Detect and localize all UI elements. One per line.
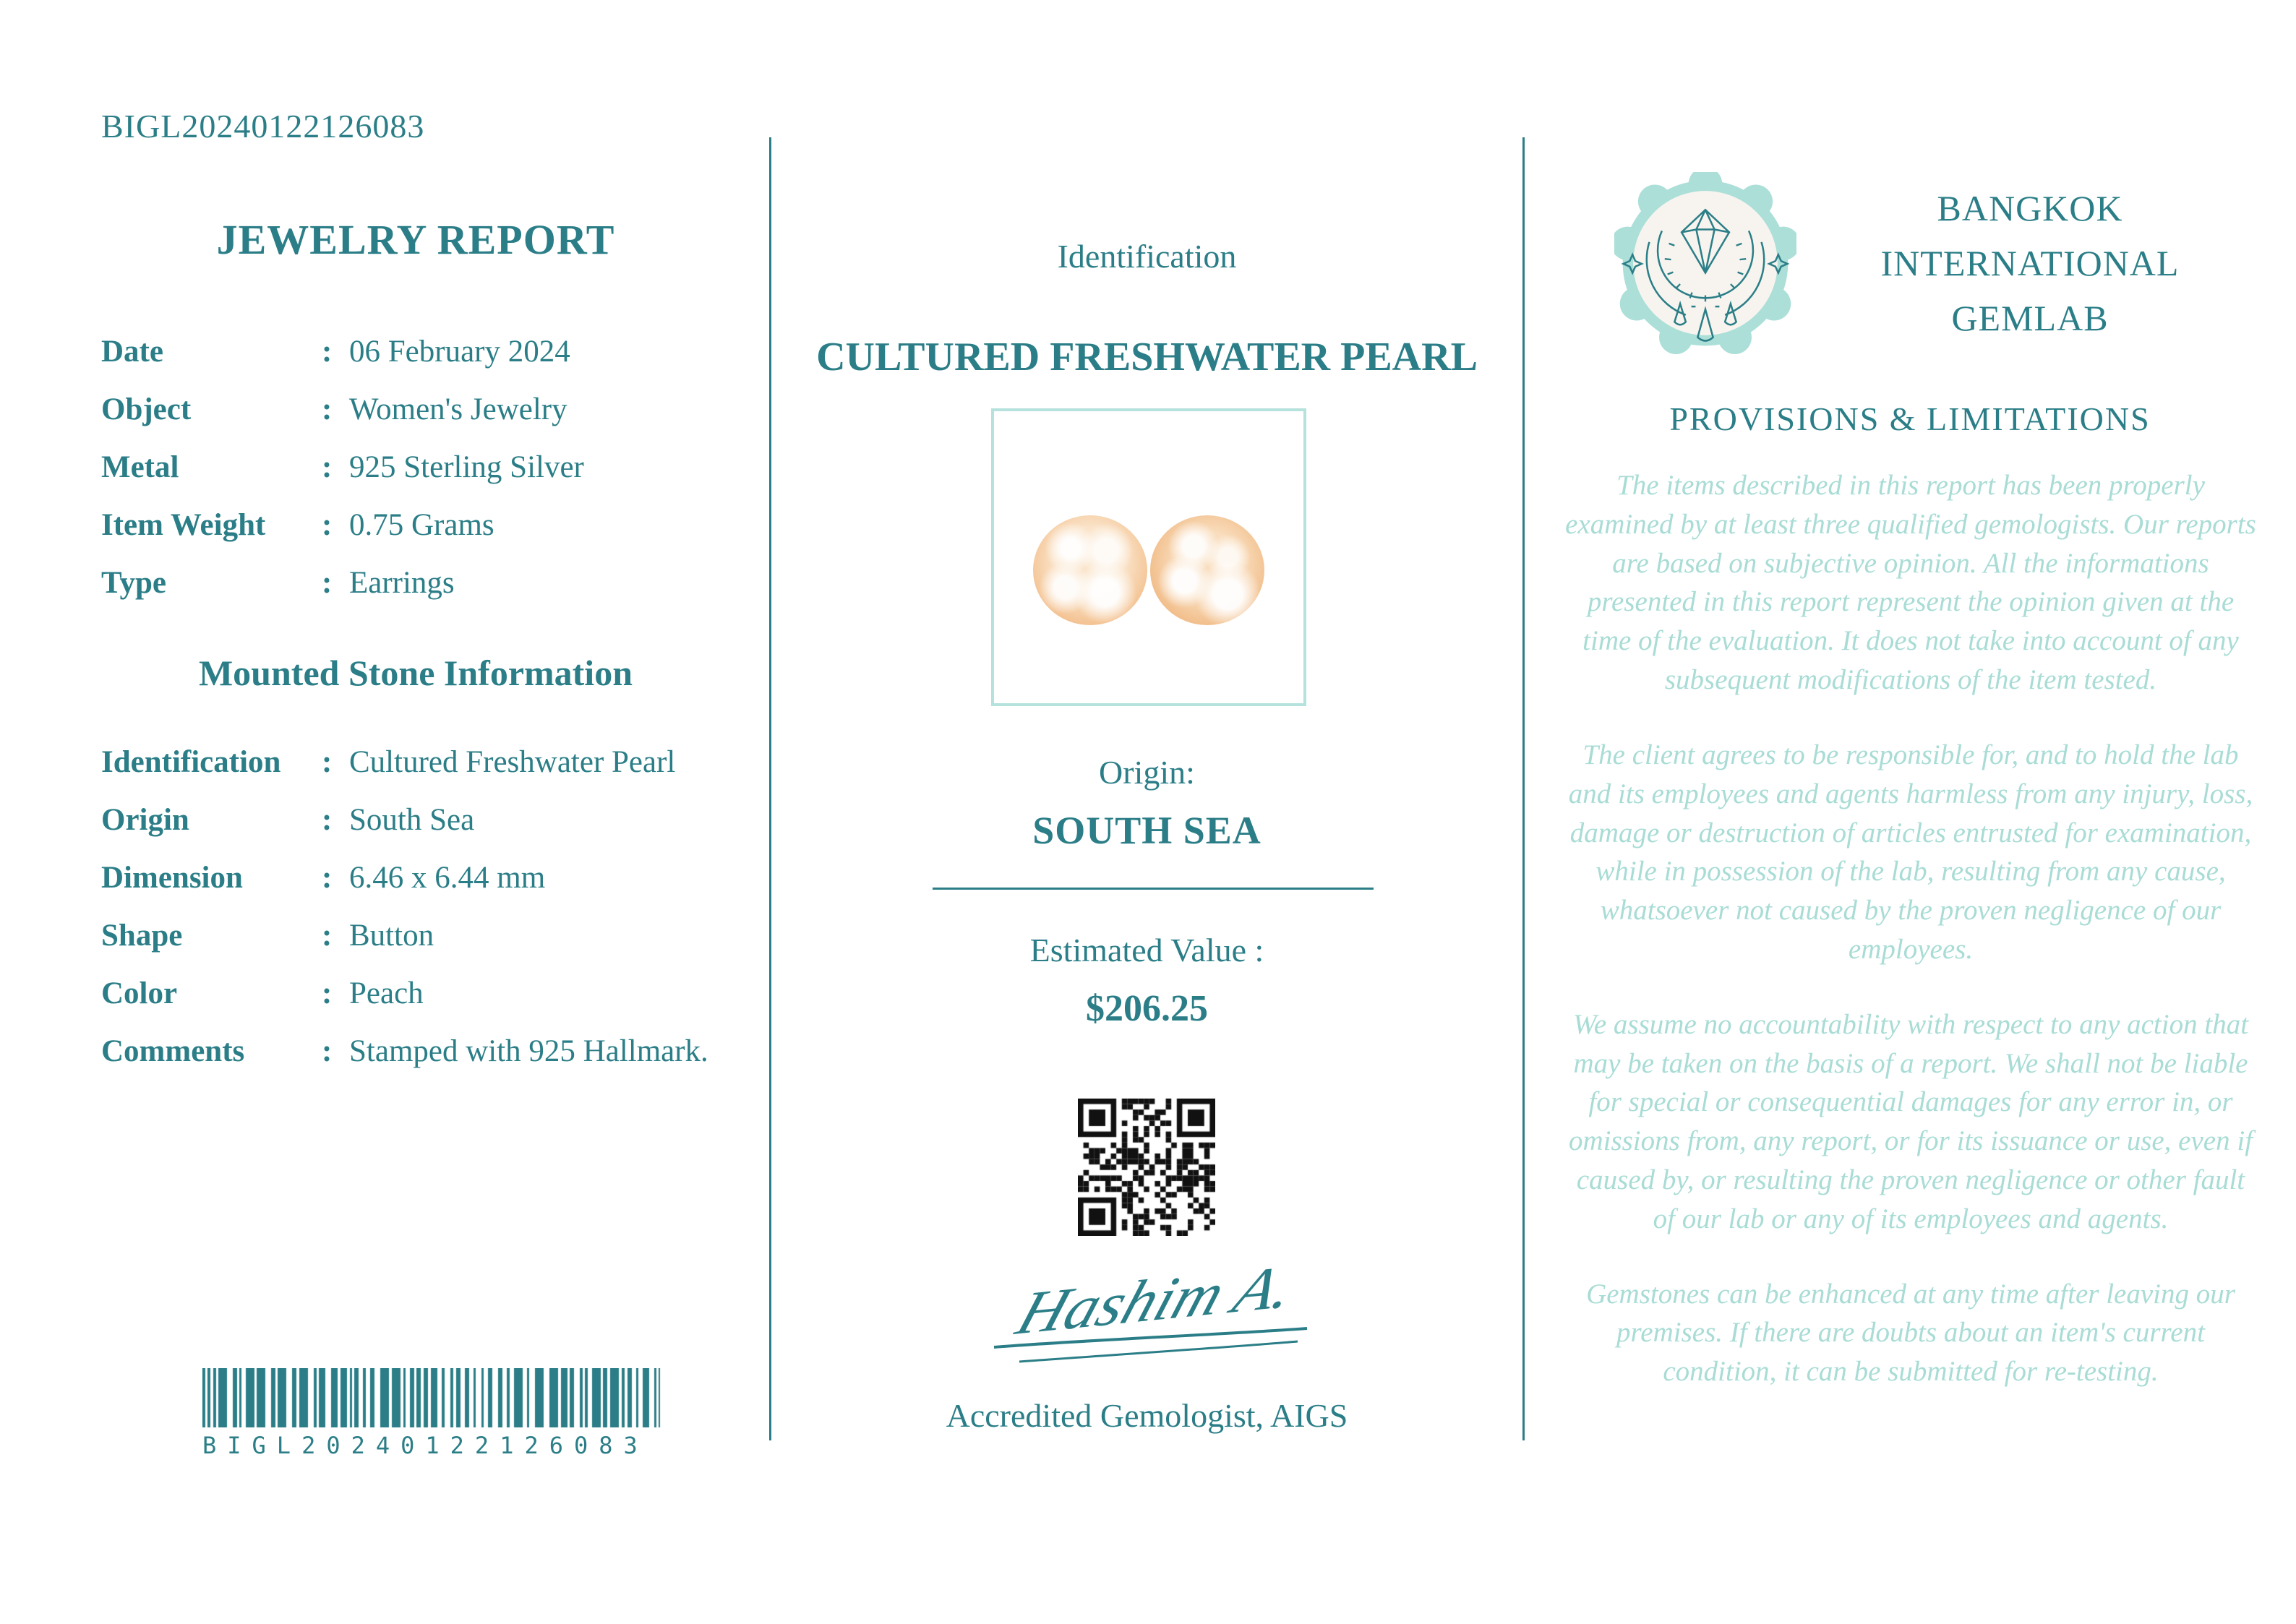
field-label: Metal [101, 450, 179, 484]
pearl-image-right [1150, 515, 1264, 625]
item-fields [101, 334, 752, 623]
field-label: Type [101, 566, 166, 600]
field-row-shape [101, 918, 752, 976]
colon-separator [322, 1034, 349, 1069]
colon-separator [322, 976, 349, 1011]
origin-value: SOUTH SEA [1032, 809, 1261, 852]
field-row-dimension [101, 860, 752, 918]
colon-separator [322, 744, 349, 780]
barcode [202, 1368, 665, 1459]
pearl-photo [991, 408, 1306, 706]
estimated-value-label: Estimated Value : [1029, 932, 1264, 968]
field-label: Origin [101, 803, 189, 837]
colon-separator [322, 392, 349, 427]
provisions-text [1564, 466, 2258, 1427]
field-value: South Sea [349, 803, 475, 837]
identification-result: CULTURED FRESHWATER PEARL [816, 335, 1478, 379]
field-value: Button [349, 919, 434, 953]
gemologist-signature [969, 1245, 1330, 1385]
field-label: Object [101, 392, 192, 426]
field-value: 925 Sterling Silver [349, 450, 584, 484]
field-label: Dimension [101, 861, 243, 895]
provision-paragraph: The items described in this report has been properly examined by at least three qualified gemologists. Our reports are based on subjective opinion. All the informations presented in this report represent the opinion given at the time of the evaluation. It does not take into account of any subsequent modifications of the item tested. [1565, 470, 2256, 696]
field-row-origin [101, 802, 752, 860]
report-serial-number: BIGL20240122126083 [101, 108, 425, 145]
field-value: Peach [349, 976, 424, 1010]
field-row-item-weight [101, 507, 752, 565]
field-value: Stamped with 925 Hallmark. [349, 1034, 708, 1068]
field-row-comments [101, 1034, 752, 1091]
field-label: Color [101, 976, 178, 1010]
barcode-bars [202, 1368, 661, 1427]
colon-separator [322, 860, 349, 895]
provisions-title: PROVISIONS & LIMITATIONS [1669, 400, 2151, 437]
lab-name-line: GEMLAB [1951, 298, 2109, 338]
colon-separator [322, 565, 349, 601]
colon-separator [322, 802, 349, 838]
field-value: 06 February 2024 [349, 335, 570, 369]
colon-separator [322, 334, 349, 369]
signatory-title: Accredited Gemologist, AIGS [946, 1397, 1348, 1434]
horizontal-divider [933, 888, 1374, 890]
provision-paragraph: Gemstones can be enhanced at any time after leaving our premises. If there are doubts about an item's current condition, it can be submitted for re-testing. [1586, 1278, 2235, 1388]
stone-fields [101, 744, 752, 1091]
field-value: Cultured Freshwater Pearl [349, 745, 676, 779]
gemlab-logo [1614, 172, 1796, 354]
field-row-type [101, 565, 752, 623]
lab-name [1806, 181, 2254, 345]
pearl-image-left [1033, 515, 1147, 625]
field-row-color [101, 976, 752, 1034]
provision-paragraph: We assume no accountability with respect to any action that may be taken on the basis of a report. We shall not be liable for special or consequential damages for any error in, or omissions from, any report, or for its issuance or use, even if caused by, or resulting the proven negligence or other fault of our lab or any of its employees and agents. [1568, 1008, 2253, 1234]
report-title: JEWELRY REPORT [216, 216, 615, 263]
field-value: Women's Jewelry [349, 392, 567, 426]
field-label: Date [101, 335, 163, 369]
origin-label: Origin: [1099, 754, 1195, 791]
field-value: 0.75 Grams [349, 508, 494, 542]
field-value: Earrings [349, 566, 455, 600]
colon-separator [322, 450, 349, 485]
field-row-object [101, 392, 752, 450]
field-row-identification [101, 744, 752, 802]
mounted-stone-section-title: Mounted Stone Information [198, 653, 633, 693]
field-label: Identification [101, 745, 281, 779]
logo-inner-disc [1633, 191, 1778, 335]
estimated-value: $206.25 [1086, 988, 1208, 1029]
signature-text: Hashim A. [1008, 1252, 1305, 1348]
lab-name-line: INTERNATIONAL [1880, 243, 2180, 283]
field-row-metal [101, 450, 752, 507]
colon-separator [322, 507, 349, 543]
colon-separator [322, 918, 349, 953]
field-label: Item Weight [101, 508, 266, 542]
field-label: Shape [101, 919, 183, 953]
lab-name-line: BANGKOK [1937, 188, 2123, 228]
provision-paragraph: The client agrees to be responsible for, and to hold the lab and its employees and agents harmless from any injury, loss, damage or destruction of articles entrusted for examination, while in possession of the lab, resulting from any cause, whatsoever not caused by the proven negligence of our employees. [1568, 739, 2253, 965]
field-label: Comments [101, 1034, 245, 1068]
identification-heading: Identification [1057, 238, 1237, 275]
qr-code [1078, 1099, 1215, 1236]
barcode-text: BIGL20240122126083 [202, 1432, 648, 1459]
field-row-date [101, 334, 752, 392]
field-value: 6.46 x 6.44 mm [349, 861, 546, 895]
